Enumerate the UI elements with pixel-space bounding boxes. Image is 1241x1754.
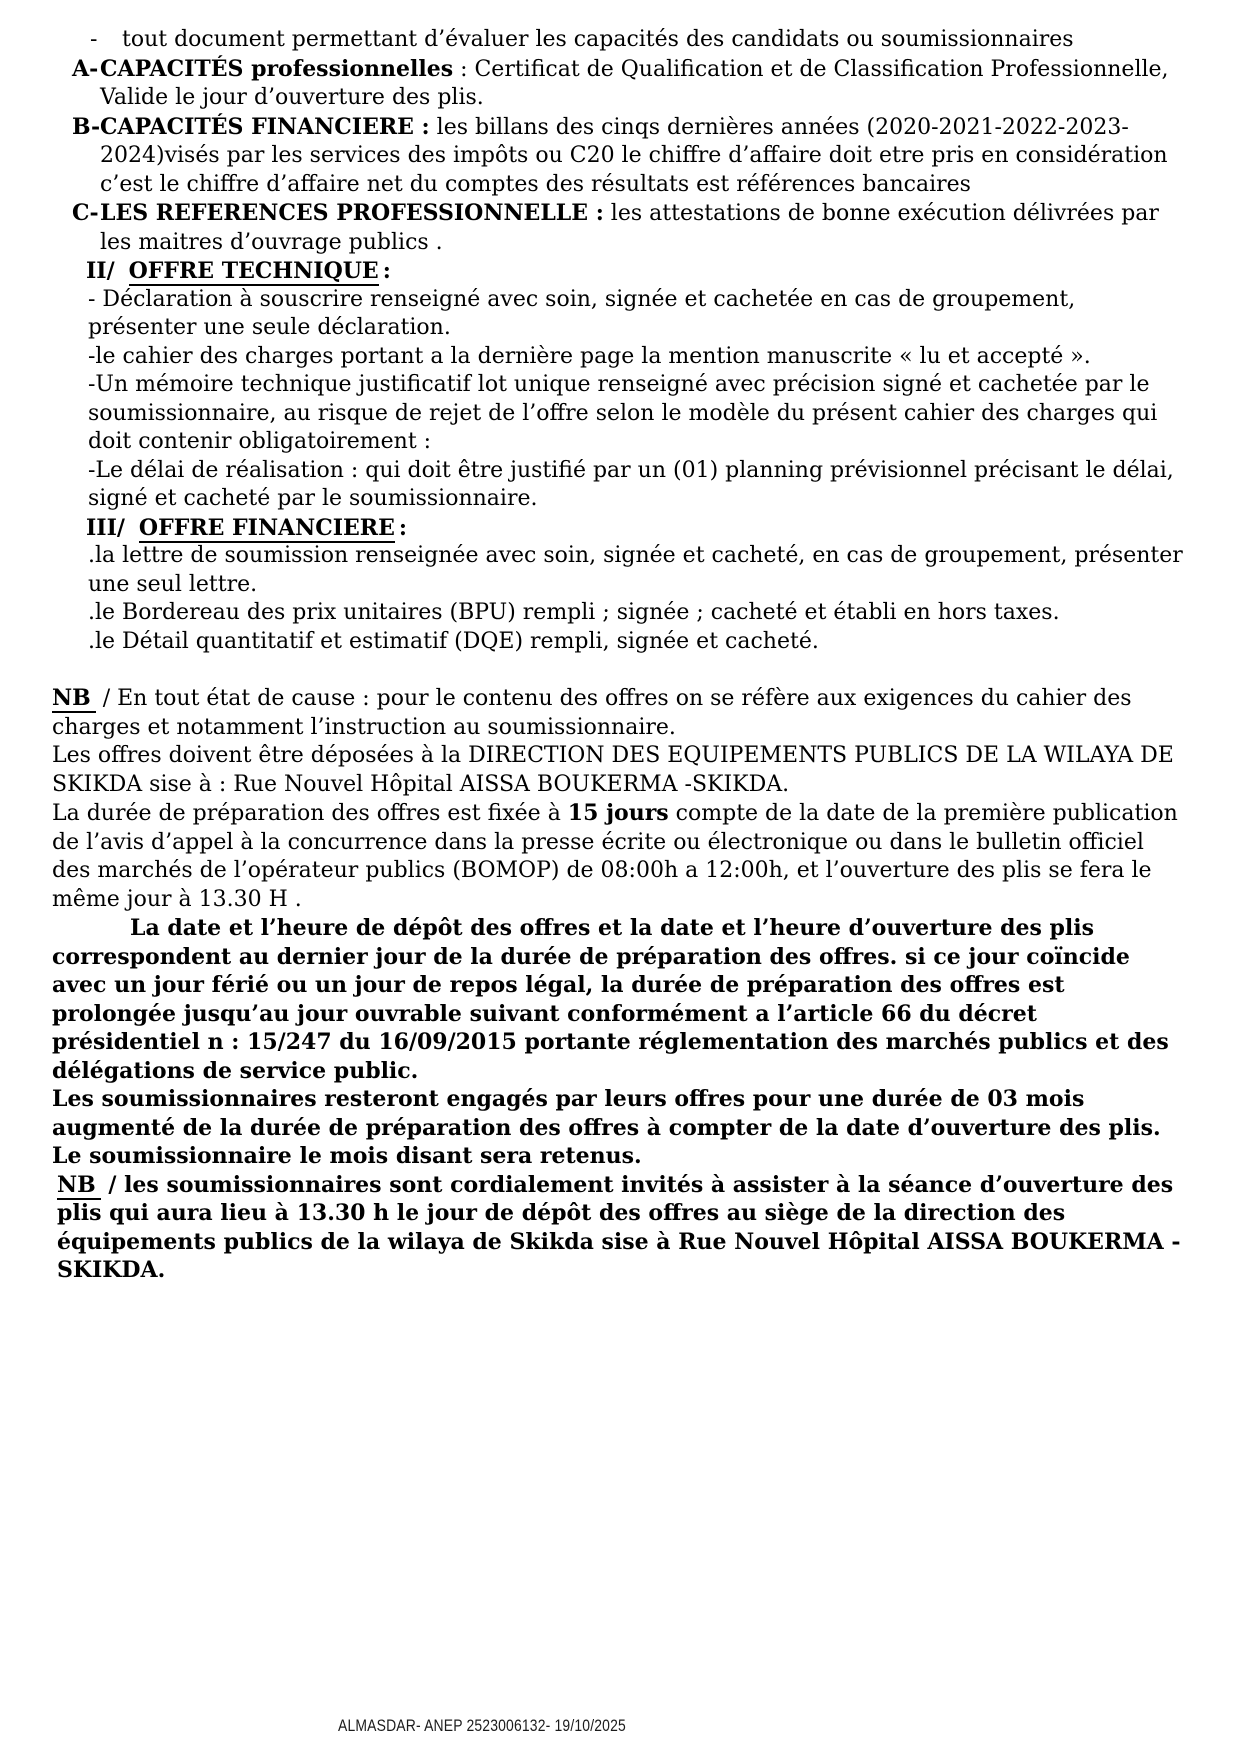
paragraph-engagement-offres: Les soumissionnaires resteront engagés par leurs offres pour une durée de 03 mois augmenté de la durée de préparation des offres à compter de la date d’ouverture des plis. [52, 1086, 1161, 1141]
item-a-title: CAPACITÉS professionnelles [100, 55, 454, 82]
technique-item-delai-realisation: -Le délai de réalisation : qui doit être justifié par un (01) planning prévisionnel précisant le délai, signé et cacheté par le soumissionnaire. [88, 457, 1174, 511]
financiere-item-dqe: .le Détail quantitatif et estimatif (DQE) rempli, signée et cacheté. [88, 628, 819, 654]
technique-item-memoire-technique: -Un mémoire technique justificatif lot unique renseigné avec précision signé et cachetée par le soumissionnaire, au risque de rejet de l’offre selon le modèle du présent cahier des charges qui doit contenir obligatoirement : [88, 372, 1158, 454]
financiere-item-lettre-soumission: .la lettre de soumission renseignée avec soin, signée et cacheté, en cas de groupement, présenter une seul lettre. [88, 543, 1183, 597]
heading-iii-numeral: III/ [86, 514, 125, 541]
duree-text-before: La durée de préparation des offres est fixée à [52, 801, 568, 826]
nb-second-label: NB [57, 1172, 101, 1200]
footer-anep-line: ALMASDAR- ANEP 2523006132- 19/10/2025 [338, 1716, 626, 1735]
dash-text: tout document permettant d’évaluer les capacités des candidats ou soumissionnaires [122, 27, 1074, 52]
heading-iii-colon: : [398, 514, 407, 541]
item-c-title: LES REFERENCES PROFESSIONNELLE : [100, 200, 604, 226]
paragraph-moins-disant: Le soumissionnaire le mois disant sera retenus. [52, 1143, 642, 1169]
list-item-capacites-financiere [52, 113, 1187, 200]
nb-second-paragraph [52, 1171, 1187, 1285]
paragraph-duree-preparation [52, 799, 1187, 914]
item-b-title: CAPACITÉS FINANCIERE : [100, 113, 430, 140]
heading-offre-technique [86, 257, 1187, 286]
nb-second-text: / les soumissionnaires sont cordialement invités à assister à la séance d’ouverture des plis qui aura lieu à 13.30 h le jour de dépôt des offres au siège de la direction des équipements publics de la wilaya de Skikda sise à Rue Nouvel Hôpital AISSA BOUKERMA - SKIKDA. [57, 1171, 1181, 1283]
heading-ii-numeral: II/ [86, 258, 115, 284]
item-c-text: les attestations de bonne exécution délivrées par les maitres d’ouvrage publics . [100, 201, 1159, 255]
nb-first-text: / En tout état de cause : pour le contenu des offres on se réfère aux exigences du cahier des charges et notamment l’instruction au soumissionnaire. [52, 686, 1132, 740]
nb-first-label: NB [52, 685, 96, 713]
financiere-item-bpu: .le Bordereau des prix unitaires (BPU) rempli ; signée ; cacheté et établi en hors taxes. [88, 600, 1060, 625]
duree-15-jours: 15 jours [567, 800, 669, 826]
technique-item-cahier-charges: -le cahier des charges portant a la dernière page la mention manuscrite « lu et accepté ». [88, 343, 1091, 369]
dash-marker: - [90, 27, 98, 52]
item-a-text: : Certificat de Qualification et de Classification Professionnelle, Valide le jour d’ouverture des plis. [100, 56, 1169, 110]
item-b-text: les billans des cinqs dernières années (2020-2021-2022-2023-2024)visés par les services des impôts ou C20 le chiffre d’affaire doit etre pris en considération c’est le chiffre d’affaire net du comptes des résultats est références bancaires [100, 114, 1168, 197]
document-body [52, 26, 1187, 1285]
paragraph-depot-offres: Les offres doivent être déposées à la DIRECTION DES EQUIPEMENTS PUBLICS DE LA WILAYA DE SKIKDA sise à : Rue Nouvel Hôpital AISSA BOUKERMA -SKIKDA. [52, 743, 1174, 797]
heading-iii-title: OFFRE FINANCIERE [138, 514, 395, 541]
item-c-marker: C- [72, 200, 99, 226]
item-a-marker: A- [72, 55, 99, 82]
list-item-references-professionnelle [52, 199, 1187, 257]
nb-first-paragraph [52, 684, 1187, 742]
list-item-capacites-professionnelles [52, 55, 1187, 113]
duree-text-after: compte de la date de la première publication de l’avis d’appel à la concurrence dans la presse écrite ou électronique ou dans le bulletin officiel des marchés de l’opérateur publics (BOMOP) de 08:00h a 12:00h, et l’ouverture des plis se fera le même jour à 13.30 H . [52, 801, 1178, 912]
item-b-marker: B- [72, 113, 101, 140]
list-item-dash [52, 26, 1187, 55]
paragraph-date-ouverture-plis: La date et l’heure de dépôt des offres et la date et l’heure d’ouverture des plis correspondent au dernier jour de la durée de préparation des offres. si ce jour coïncide avec un jour férié ou un jour de repos légal, la durée de préparation des offres est prolongée jusqu’au jour ouvrable suivant conformément a l’article 66 du décret présidentiel n : 15/247 du 16/09/2015 portante réglementation des marchés publics et des délégations de service public. [52, 915, 1169, 1084]
heading-ii-title: OFFRE TECHNIQUE [128, 258, 379, 284]
heading-offre-financiere [86, 514, 1187, 543]
heading-ii-colon: : [382, 258, 391, 284]
technique-item-declaration: - Déclaration à souscrire renseigné avec soin, signée et cachetée en cas de groupement, présenter une seule déclaration. [88, 286, 1076, 340]
